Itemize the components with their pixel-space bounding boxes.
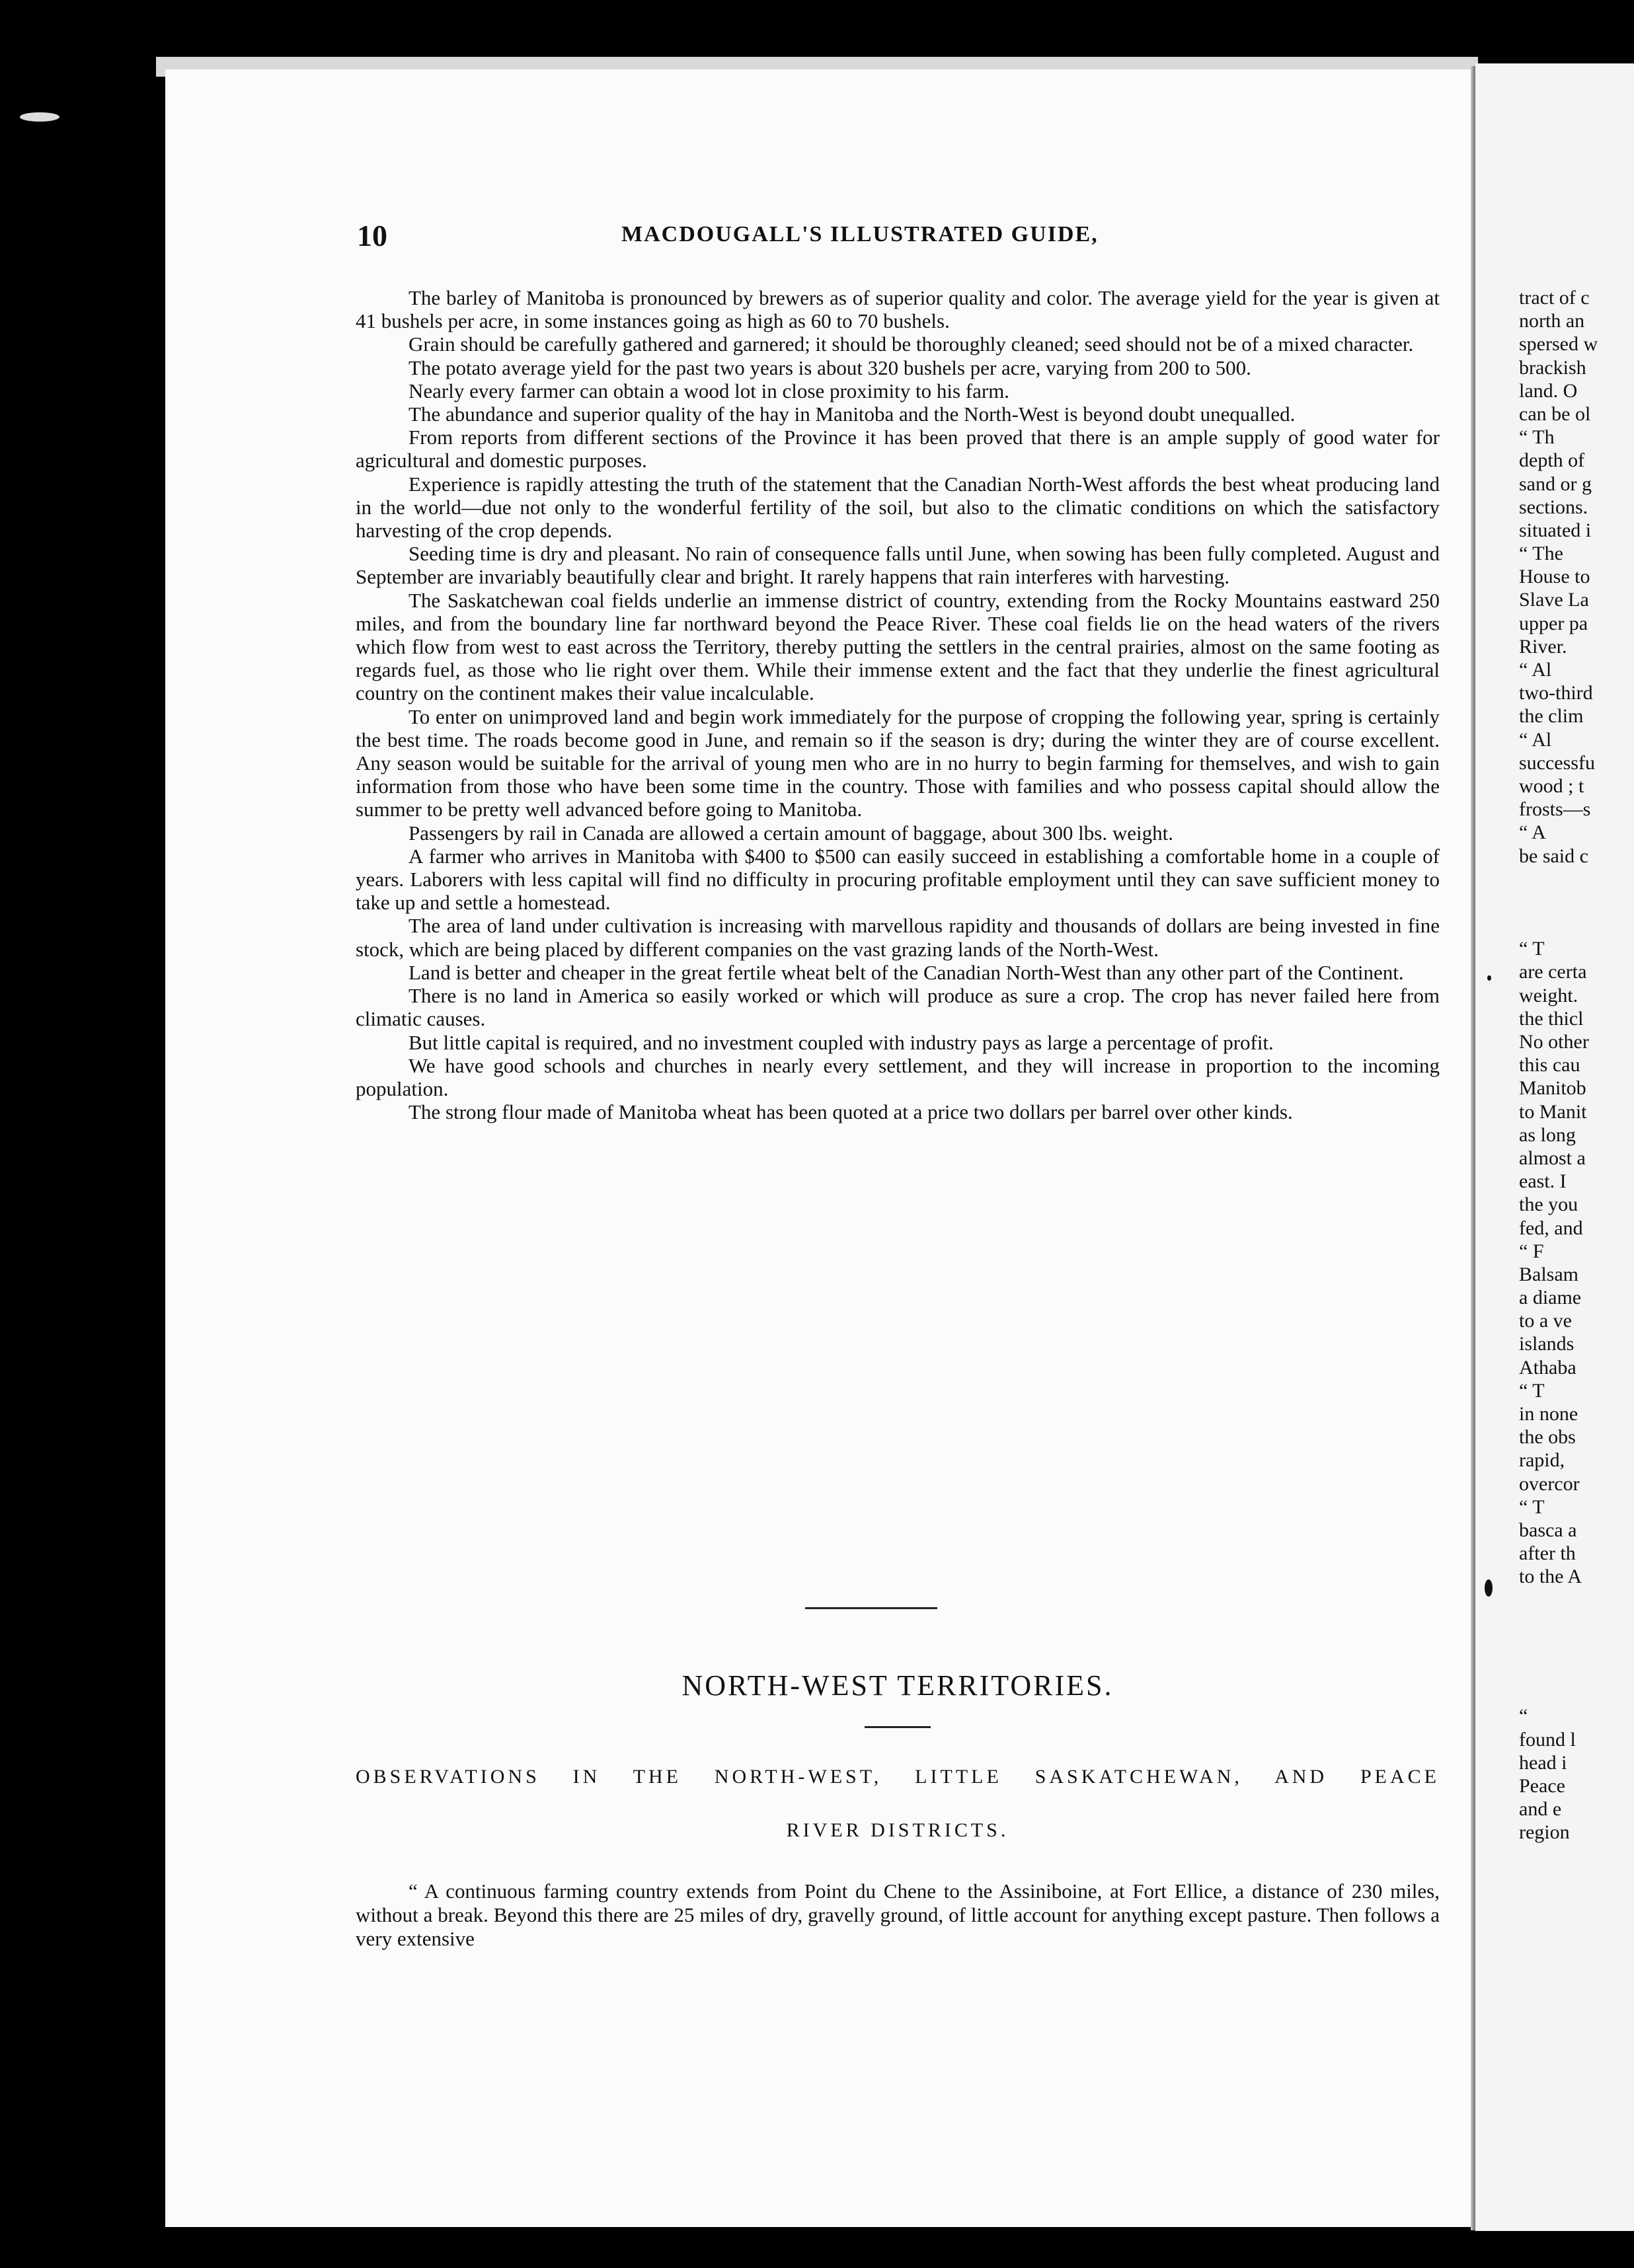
facing-page-line: basca a bbox=[1519, 1519, 1577, 1541]
facing-page-line bbox=[1519, 1681, 1634, 1704]
facing-page-line: “ Th bbox=[1519, 426, 1555, 449]
section-subheading-continued: RIVER DISTRICTS. bbox=[786, 1819, 1009, 1841]
facing-page-line: fed, and bbox=[1519, 1217, 1583, 1239]
facing-page-line: the you bbox=[1519, 1193, 1578, 1216]
facing-page-line: after th bbox=[1519, 1542, 1576, 1565]
facing-page-line: wood ; t bbox=[1519, 775, 1584, 797]
facing-page-line bbox=[1519, 891, 1634, 914]
facing-page-line bbox=[1519, 1635, 1634, 1658]
facing-page-line: “ T bbox=[1519, 1379, 1545, 1402]
facing-page-line: are certa bbox=[1519, 961, 1587, 983]
section-title: NORTH-WEST TERRITORIES. bbox=[681, 1669, 1114, 1702]
facing-page-line: situated i bbox=[1519, 519, 1592, 541]
facing-page-line: found l bbox=[1519, 1728, 1576, 1751]
facing-page-line: “ bbox=[1519, 1705, 1528, 1727]
facing-page-line: sections. bbox=[1519, 496, 1588, 518]
facing-page-line: “ Al bbox=[1519, 728, 1552, 751]
facing-page-line: River. bbox=[1519, 635, 1567, 658]
facing-page-line: overcor bbox=[1519, 1472, 1580, 1495]
facing-page-line: to Manit bbox=[1519, 1100, 1587, 1123]
paragraph: The strong flour made of Manitoba wheat has been quoted at a price two dollars per barrel over other kinds. bbox=[408, 1100, 1293, 1124]
facing-page-line: almost a bbox=[1519, 1147, 1586, 1169]
facing-page-line: rapid, bbox=[1519, 1449, 1565, 1472]
facing-page-line: No other bbox=[1519, 1031, 1589, 1053]
facing-page-line: this cau bbox=[1519, 1054, 1580, 1077]
paragraph: A farmer who arrives in Manitoba with $400 to $500 can easily succeed in establishing a comfortable home in a couple of years. Laborers with less capital will find no difficulty in procuring profitable employment until they can save sufficient money to take up and settle a homestead. bbox=[356, 844, 1440, 915]
facing-page-line bbox=[1519, 1658, 1634, 1681]
facing-page-line: can be ol bbox=[1519, 402, 1591, 425]
facing-page-line: the thicl bbox=[1519, 1007, 1584, 1030]
section-subheading: OBSERVATIONS IN THE NORTH-WEST, LITTLE SASKATCHEWAN, AND PEACE bbox=[356, 1766, 1440, 1788]
facing-page-line: spersed w bbox=[1519, 333, 1598, 356]
observations-text bbox=[356, 1879, 1440, 1951]
paragraph: Passengers by rail in Canada are allowed a certain amount of baggage, about 300 lbs. weight. bbox=[408, 821, 1173, 845]
paragraph: The potato average yield for the past two years is about 320 bushels per acre, varying from 200 to 500. bbox=[408, 356, 1251, 379]
facing-page-line: east. I bbox=[1519, 1170, 1567, 1193]
facing-page-line: Slave La bbox=[1519, 589, 1589, 611]
body-text bbox=[356, 286, 1440, 1123]
facing-page-line: “ F bbox=[1519, 1240, 1544, 1262]
paragraph: But little capital is required, and no investment coupled with industry pays as large a percentage of profit. bbox=[408, 1030, 1274, 1054]
facing-page-line: north an bbox=[1519, 310, 1585, 332]
page-number: 10 bbox=[357, 219, 387, 252]
paragraph: Land is better and cheaper in the great fertile wheat belt of the Canadian North-West than any other part of the Continent. bbox=[408, 960, 1404, 984]
facing-page-line: islands bbox=[1519, 1333, 1575, 1355]
facing-page-line bbox=[1519, 1589, 1634, 1612]
paragraph: We have good schools and churches in nearly every settlement, and they will increase in proportion to the incoming population. bbox=[356, 1053, 1440, 1100]
facing-page-line: upper pa bbox=[1519, 612, 1588, 634]
paragraph: There is no land in America so easily worked or which will produce as sure a crop. The crop has never failed here from climatic causes. bbox=[356, 984, 1440, 1031]
facing-page-line: “ The bbox=[1519, 543, 1563, 565]
page-header bbox=[357, 218, 1441, 258]
facing-page-line bbox=[1519, 914, 1634, 937]
facing-page-line: to the A bbox=[1519, 1566, 1582, 1588]
paragraph: “ A continuous farming country extends from Point du Chene to the Assiniboine, at Fort Ellice, a distance of 230 miles, without a break. Beyond this there are 25 miles of dry, gravelly ground, of little account for anything except pasture. Then follows a very extensive bbox=[356, 1879, 1440, 1950]
facing-page-line bbox=[1519, 1612, 1634, 1635]
paragraph: The abundance and superior quality of the hay in Manitoba and the North-West is beyond doubt unequalled. bbox=[408, 402, 1296, 426]
facing-page-line: two-third bbox=[1519, 682, 1593, 704]
facing-page-text bbox=[1519, 286, 1634, 1844]
facing-page-line: frosts—s bbox=[1519, 798, 1591, 821]
facing-page-line: depth of bbox=[1519, 449, 1585, 472]
paragraph: Seeding time is dry and pleasant. No rain of consequence falls until June, when sowing has been fully completed. August and September are invariably beautifully clear and bright. It rarely happens that rain interferes with harvesting. bbox=[356, 542, 1440, 589]
facing-page-line: “ T bbox=[1519, 1495, 1545, 1518]
facing-page-line: Athaba bbox=[1519, 1356, 1576, 1379]
facing-page-line: “ A bbox=[1519, 821, 1546, 844]
facing-page-line: region bbox=[1519, 1821, 1570, 1844]
scan-speck bbox=[1485, 1579, 1493, 1597]
facing-page-line: brackish bbox=[1519, 356, 1586, 379]
facing-page-line: tract of c bbox=[1519, 287, 1590, 309]
paragraph: The area of land under cultivation is increasing with marvellous rapidity and thousands of dollars are being invested in fine stock, which are being placed by different companies on the vast grazing lands of the North-West. bbox=[356, 914, 1440, 961]
facing-page-line: successfu bbox=[1519, 751, 1595, 774]
scan-speck bbox=[1487, 975, 1491, 981]
facing-page-line: to a ve bbox=[1519, 1310, 1572, 1332]
facing-page-line: “ Al bbox=[1519, 659, 1552, 681]
paragraph: The Saskatchewan coal fields underlie an immense district of country, extending from the Rocky Mountains eastward 250 miles, and from the boundary line far northward beyond the Peace River. These coal fields lie on the head waters of the rivers which flow from west to east across the Territory, thereby putting the settlers in the central prairies, almost on the same footing as regards fuel, as those who lie right over them. While their immense extent and the fact that they underlie the finest agricultural country on the continent makes their value incalculable. bbox=[356, 588, 1440, 705]
facing-page-line: “ T bbox=[1519, 938, 1545, 960]
section-divider-rule bbox=[865, 1726, 931, 1728]
facing-page-line: a diame bbox=[1519, 1287, 1582, 1309]
facing-page-line: be said c bbox=[1519, 845, 1588, 867]
facing-page-line bbox=[1519, 868, 1634, 891]
facing-page-line: House to bbox=[1519, 566, 1590, 588]
facing-page-line: as long bbox=[1519, 1123, 1576, 1146]
paragraph: Grain should be carefully gathered and garnered; it should be thoroughly cleaned; seed should not be of a mixed character. bbox=[408, 332, 1414, 356]
facing-page-line: the obs bbox=[1519, 1426, 1576, 1449]
facing-page-line: Peace bbox=[1519, 1775, 1565, 1797]
facing-page-line: land. O bbox=[1519, 379, 1578, 402]
facing-page-line: Manitob bbox=[1519, 1077, 1586, 1100]
facing-page-line: Balsam bbox=[1519, 1263, 1578, 1285]
section-divider-rule bbox=[805, 1607, 937, 1609]
facing-page-line: and e bbox=[1519, 1798, 1562, 1821]
paragraph: To enter on unimproved land and begin work immediately for the purpose of cropping the following year, spring is certainly the best time. The roads become good in June, and remain so if the season is dry; during the winter they are of course excellent. Any season would be suitable for the arrival of young men who are in no hurry to begin farming for themselves, and wish to gain information from those who have been some time in the country. Those with families and who possess capital should allow the summer to be pretty well advanced before going to Manitoba. bbox=[356, 704, 1440, 821]
facing-page-line: the clim bbox=[1519, 705, 1584, 728]
scan-speck bbox=[20, 112, 59, 122]
paragraph: Nearly every farmer can obtain a wood lot in close proximity to his farm. bbox=[408, 379, 1010, 402]
running-title: MACDOUGALL'S ILLUSTRATED GUIDE, bbox=[621, 222, 1099, 246]
facing-page-line: weight. bbox=[1519, 984, 1578, 1006]
facing-page-line: head i bbox=[1519, 1751, 1567, 1774]
facing-page-line: in none bbox=[1519, 1403, 1578, 1425]
facing-page-line: sand or g bbox=[1519, 472, 1592, 495]
paragraph: From reports from different sections of the Province it has been proved that there is an ample supply of good water for agricultural and domestic purposes. bbox=[356, 426, 1440, 472]
paragraph: The barley of Manitoba is pronounced by brewers as of superior quality and color. The average yield for the year is given at 41 bushels per acre, in some instances going as high as 60 to 70 bushels. bbox=[356, 286, 1440, 333]
paragraph: Experience is rapidly attesting the truth of the statement that the Canadian North-West affords the best wheat producing land in the world—due not only to the wonderful fertility of the soil, but also to the climatic conditions on which the satisfactory harvesting of the crop depends. bbox=[356, 472, 1440, 543]
